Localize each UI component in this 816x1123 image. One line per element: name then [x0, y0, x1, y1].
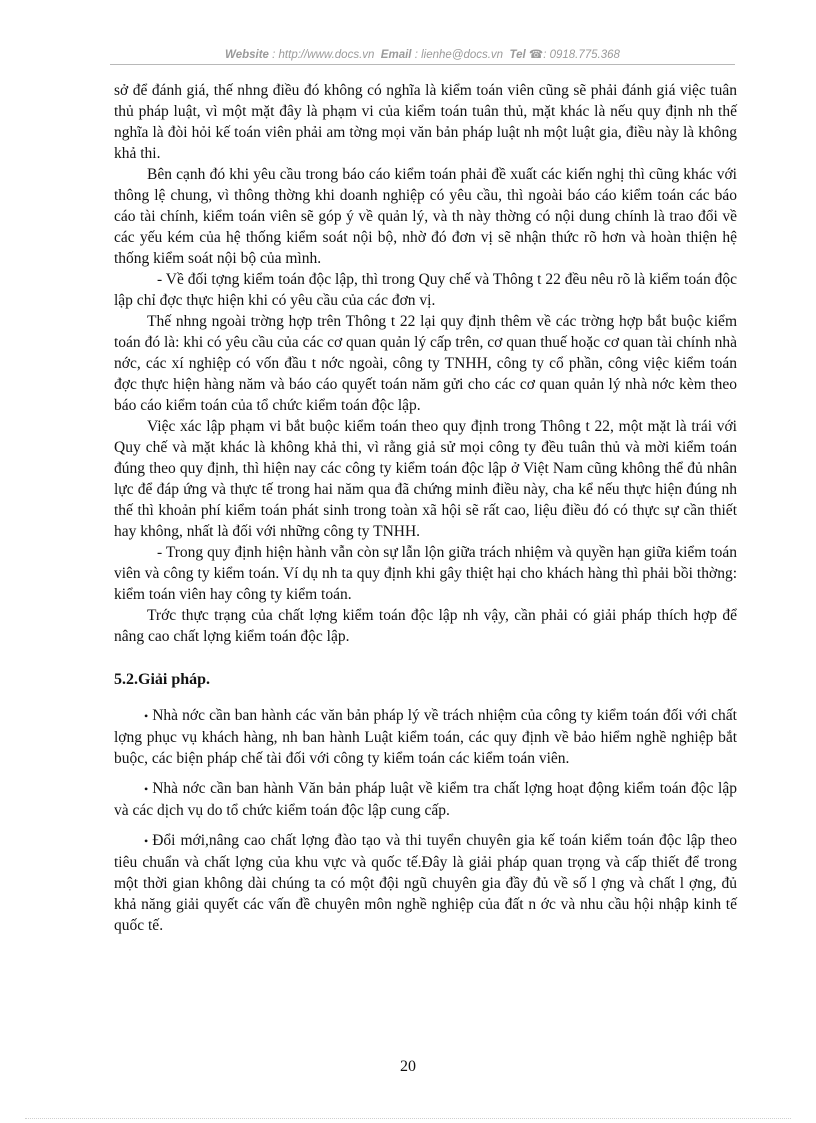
email-label: Email: [380, 49, 412, 61]
website-label: Website: [225, 49, 269, 61]
phone-icon: ☎: [528, 49, 544, 61]
page-number: 20: [400, 1058, 416, 1075]
bullet-item: [114, 705, 737, 769]
bullet-item: [114, 830, 737, 936]
bullet-icon: •: [144, 782, 149, 796]
bullet-item: [114, 778, 737, 821]
paragraph: Bên cạnh đó khi yêu cầu trong báo cáo kiểm toán phải đề xuất các kiến nghị thì cũng khác với thông lệ chung, vì thông thờng khi doanh nghiệp có yêu cầu, thì ngoài báo cáo kiểm toán các báo cáo tài chính, kiểm toán viên sẽ góp ý về quản lý, và th này thờng có nội dung chính là trao đổi về các yếu kém của hệ thống kiểm soát nội bộ, nhờ đó đơn vị sẽ nhận thức rõ hơn và hoàn thiện hệ thống kiểm soát nội bộ của mình.: [114, 166, 737, 267]
page-header: [110, 47, 735, 61]
paragraph: Thế nhng ngoài trờng hợp trên Thông t 22 lại quy định thêm về các trờng hợp bắt buộc kiểm toán đó là: khi có yêu cầu của các cơ quan quản lý cấp trên, cơ quan thuế hoặc cơ quan tài chính nhà nớc, các xí nghiệp có vốn đầu t nớc ngoài, công ty TNHH, công ty cổ phần, công việc kiểm toán đợc thực hiện hàng năm và báo cáo quyết toán năm gửi cho các cơ quan quản lý nhà nớc kèm theo báo cáo kiểm toán của tổ chức kiểm toán độc lập.: [114, 313, 737, 414]
bullet-icon: •: [144, 709, 149, 723]
section-title: 5.2.Giải pháp.: [114, 671, 211, 688]
paragraph: - Trong quy định hiện hành vẫn còn sự lẫn lộn giữa trách nhiệm và quyền hạn giữa kiểm toán viên và công ty kiểm toán. Ví dụ nh ta quy định khi gây thiệt hại cho khách hàng thì phải bồi thờng: kiểm toán viên hay công ty kiểm toán.: [114, 544, 737, 603]
document-body: [114, 80, 737, 936]
paragraph: Trớc thực trạng của chất lợng kiểm toán độc lập nh vậy, cần phải có giải pháp thích hợp để nâng cao chất lợng kiểm toán độc lập.: [114, 607, 737, 645]
tel-label: Tel: [509, 49, 526, 61]
header-divider: [110, 64, 735, 65]
tel-value: : 0918.775.368: [543, 49, 620, 61]
bullet-text: Đổi mới,nâng cao chất lợng đào tạo và thi tuyển chuyên gia kế toán kiểm toán độc lập theo tiêu chuẩn và chất lợng của khu vực và quốc tế.Đây là giải pháp quan trọng và cấp thiết để trong một thời gian không dài chúng ta có một đội ngũ chuyên gia đầy đủ về số l ợng và chất l ợng, đủ khả năng giải quyết các vấn đề chuyên môn nghề nghiệp của đất n ớc và nhu cầu hội nhập kinh tế quốc tế.: [114, 832, 737, 934]
footer-divider: [25, 1118, 791, 1119]
paragraph: - Về đối tợng kiểm toán độc lập, thì trong Quy chế và Thông t 22 đều nêu rõ là kiểm toán độc lập chỉ đợc thực hiện khi có yêu cầu của các đơn vị.: [114, 271, 737, 309]
website-value: : http://www.docs.vn: [272, 49, 375, 61]
email-value: : lienhe@docs.vn: [414, 49, 504, 61]
bullet-text: Nhà nớc cần ban hành Văn bản pháp luật về kiểm tra chất lợng hoạt động kiểm toán độc lập và các dịch vụ do tổ chức kiểm toán độc lập cung cấp.: [114, 780, 737, 819]
paragraph: Việc xác lập phạm vi bắt buộc kiểm toán theo quy định trong Thông t 22, một mặt là trái với Quy chế và mặt khác là không khả thi, vì rằng giả sử mọi công ty đều tuân thủ và mời kiểm toán đúng theo quy định, thì hiện nay các công ty kiểm toán độc lập ở Việt Nam cũng không thể đủ nhân lực để đáp ứng và thực tế trong hai năm qua đã chứng minh điều này, cha kể nếu thực hiện đúng nh thế thì khoản phí kiểm toán phát sinh trong toàn xã hội sẽ rất cao, liệu điều đó có thực sự cần thiết hay không, nhất là đối với những công ty TNHH.: [114, 418, 737, 540]
paragraph: sở để đánh giá, thế nhng điều đó không có nghĩa là kiểm toán viên cũng sẽ phải đánh giá việc tuân thủ pháp luật, vì một mặt đây là phạm vi của kiểm toán tuân thủ, mặt khác là nếu quy định nh thế nghĩa là đòi hỏi kế toán viên phải am tờng mọi văn bản pháp luật nh một luật gia, điều này là không khả thi.: [114, 82, 737, 162]
bullet-icon: •: [144, 834, 149, 848]
bullet-text: Nhà nớc cần ban hành các văn bản pháp lý về trách nhiệm của công ty kiểm toán đối với chất lợng phục vụ khách hàng, nh ban hành Luật kiểm toán, các quy định về bảo hiểm nghề nghiệp bắt buộc, các biện pháp chế tài đối với công ty kiểm toán các kiểm toán viên.: [114, 707, 737, 767]
